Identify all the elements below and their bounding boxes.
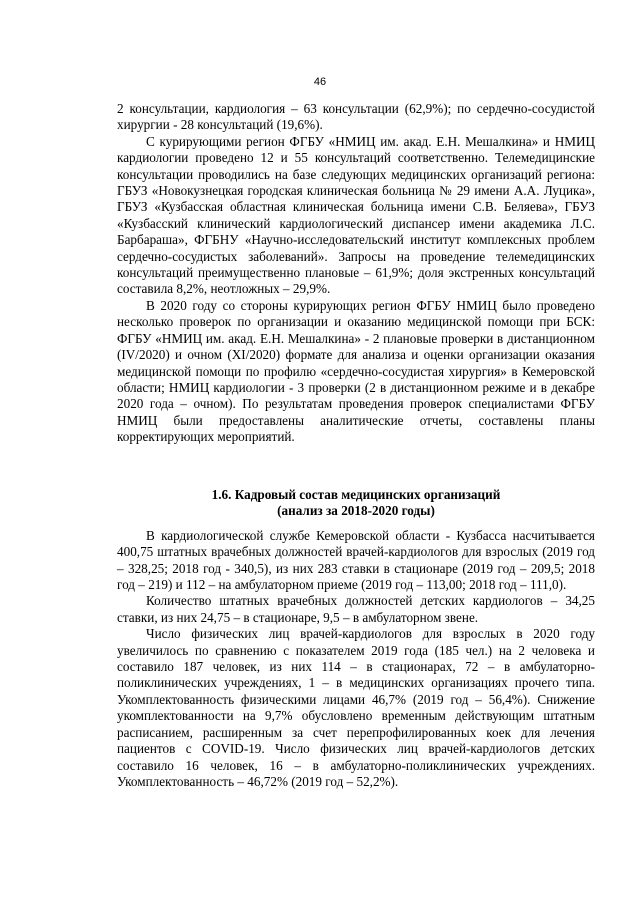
paragraph-physicians-count: Число физических лиц врачей-кардиологов для взрослых в 2020 году увеличилось по сравнению с показателем 2019 года (185 чел.) на 2 человека и составило 187 человек, из них 114 – в стационарах, 72 – в амбулаторно-поликлинических учреждениях, 1 – в медицинских организациях прочего типа. Укомплектованность физическими лицами 46,7% (2019 год – 56,4%). Снижение укомплектованности на 9,7% обусловлено временным действующим штатным расписанием, расширенным за счет перепрофилированных коек для лечения пациентов с COVID-19. Число физических лиц врачей-кардиологов детских составило 16 человек, 16 – в амбулаторно-поликлинических учреждениях. Укомплектованность – 46,72% (2019 год – 52,2%). — [117, 626, 595, 789]
paragraph-inspections: В 2020 году со стороны курирующих регион ФГБУ НМИЦ было проведено несколько проверок по организации и оказанию медицинской помощи при БСК: ФГБУ «НМИЦ им. акад. Е.Н. Мешалкина» - 2 плановые проверки в дистанционном (IV/2020) и очном (XI/2020) формате для анализа и оценки организации оказания медицинской помощи по профилю «сердечно-сосудистая хирургия» в Кемеровской области; НМИЦ кардиологии - 3 проверки (2 в дистанционном режиме и в декабре 2020 года – очном). По результатам проведения проверок специалистами ФГБУ НМИЦ были предоставлены аналитические отчеты, составлены планы корректирующих мероприятий. — [117, 297, 595, 445]
section-staffing — [117, 487, 595, 790]
paragraph-telemedicine: С курирующими регион ФГБУ «НМИЦ им. акад. Е.Н. Мешалкина» и НМИЦ кардиологии проведено 12 и 55 консультаций соответственно. Телемедицинские консультации проводились на базе следующих медицинских организаций региона: ГБУЗ «Новокузнецкая городская клиническая больница № 29 имени А.А. Луцика», ГБУЗ «Кузбасская областная клиническая больница имени С.В. Беляева», ГБУЗ «Кузбасский клинический кардиологический диспансер имени академика Л.С. Барбараша», ФГБНУ «Научно-исследовательский институт комплексных проблем сердечно-сосудистых заболеваний». Запросы на проведение телемедицинских консультаций преимущественно плановые – 61,9%; доля экстренных консультаций составила 8,2%, неотложных – 29,9%. — [117, 133, 595, 297]
paragraph-staff-positions: В кардиологической службе Кемеровской области - Кузбасса насчитывается 400,75 штатных врачебных должностей врачей-кардиологов для взрослых (2019 год – 328,25; 2018 год - 340,5), из них 283 ставки в стационаре (2019 год – 209,5; 2018 год – 219) и 112 – на амбулаторном приеме (2019 год – 113,00; 2018 год – 111,0). — [117, 527, 595, 593]
section-title-line1: 1.6. Кадровый состав медицинских организаций — [211, 487, 501, 502]
page-number: 46 — [313, 76, 327, 88]
body-text-top — [117, 101, 595, 446]
paragraph-continuation: 2 консультации, кардиология – 63 консультации (62,9%); по сердечно-сосудистой хирургии - 28 консультаций (19,6%). — [117, 101, 595, 133]
paragraph-child-cardiologists: Количество штатных врачебных должностей детских кардиологов – 34,25 ставки, из них 24,75 – в стационаре, 9,5 – в амбулаторном звене. — [117, 593, 595, 625]
section-title-line2: (анализ за 2018-2020 годы) — [277, 503, 435, 519]
